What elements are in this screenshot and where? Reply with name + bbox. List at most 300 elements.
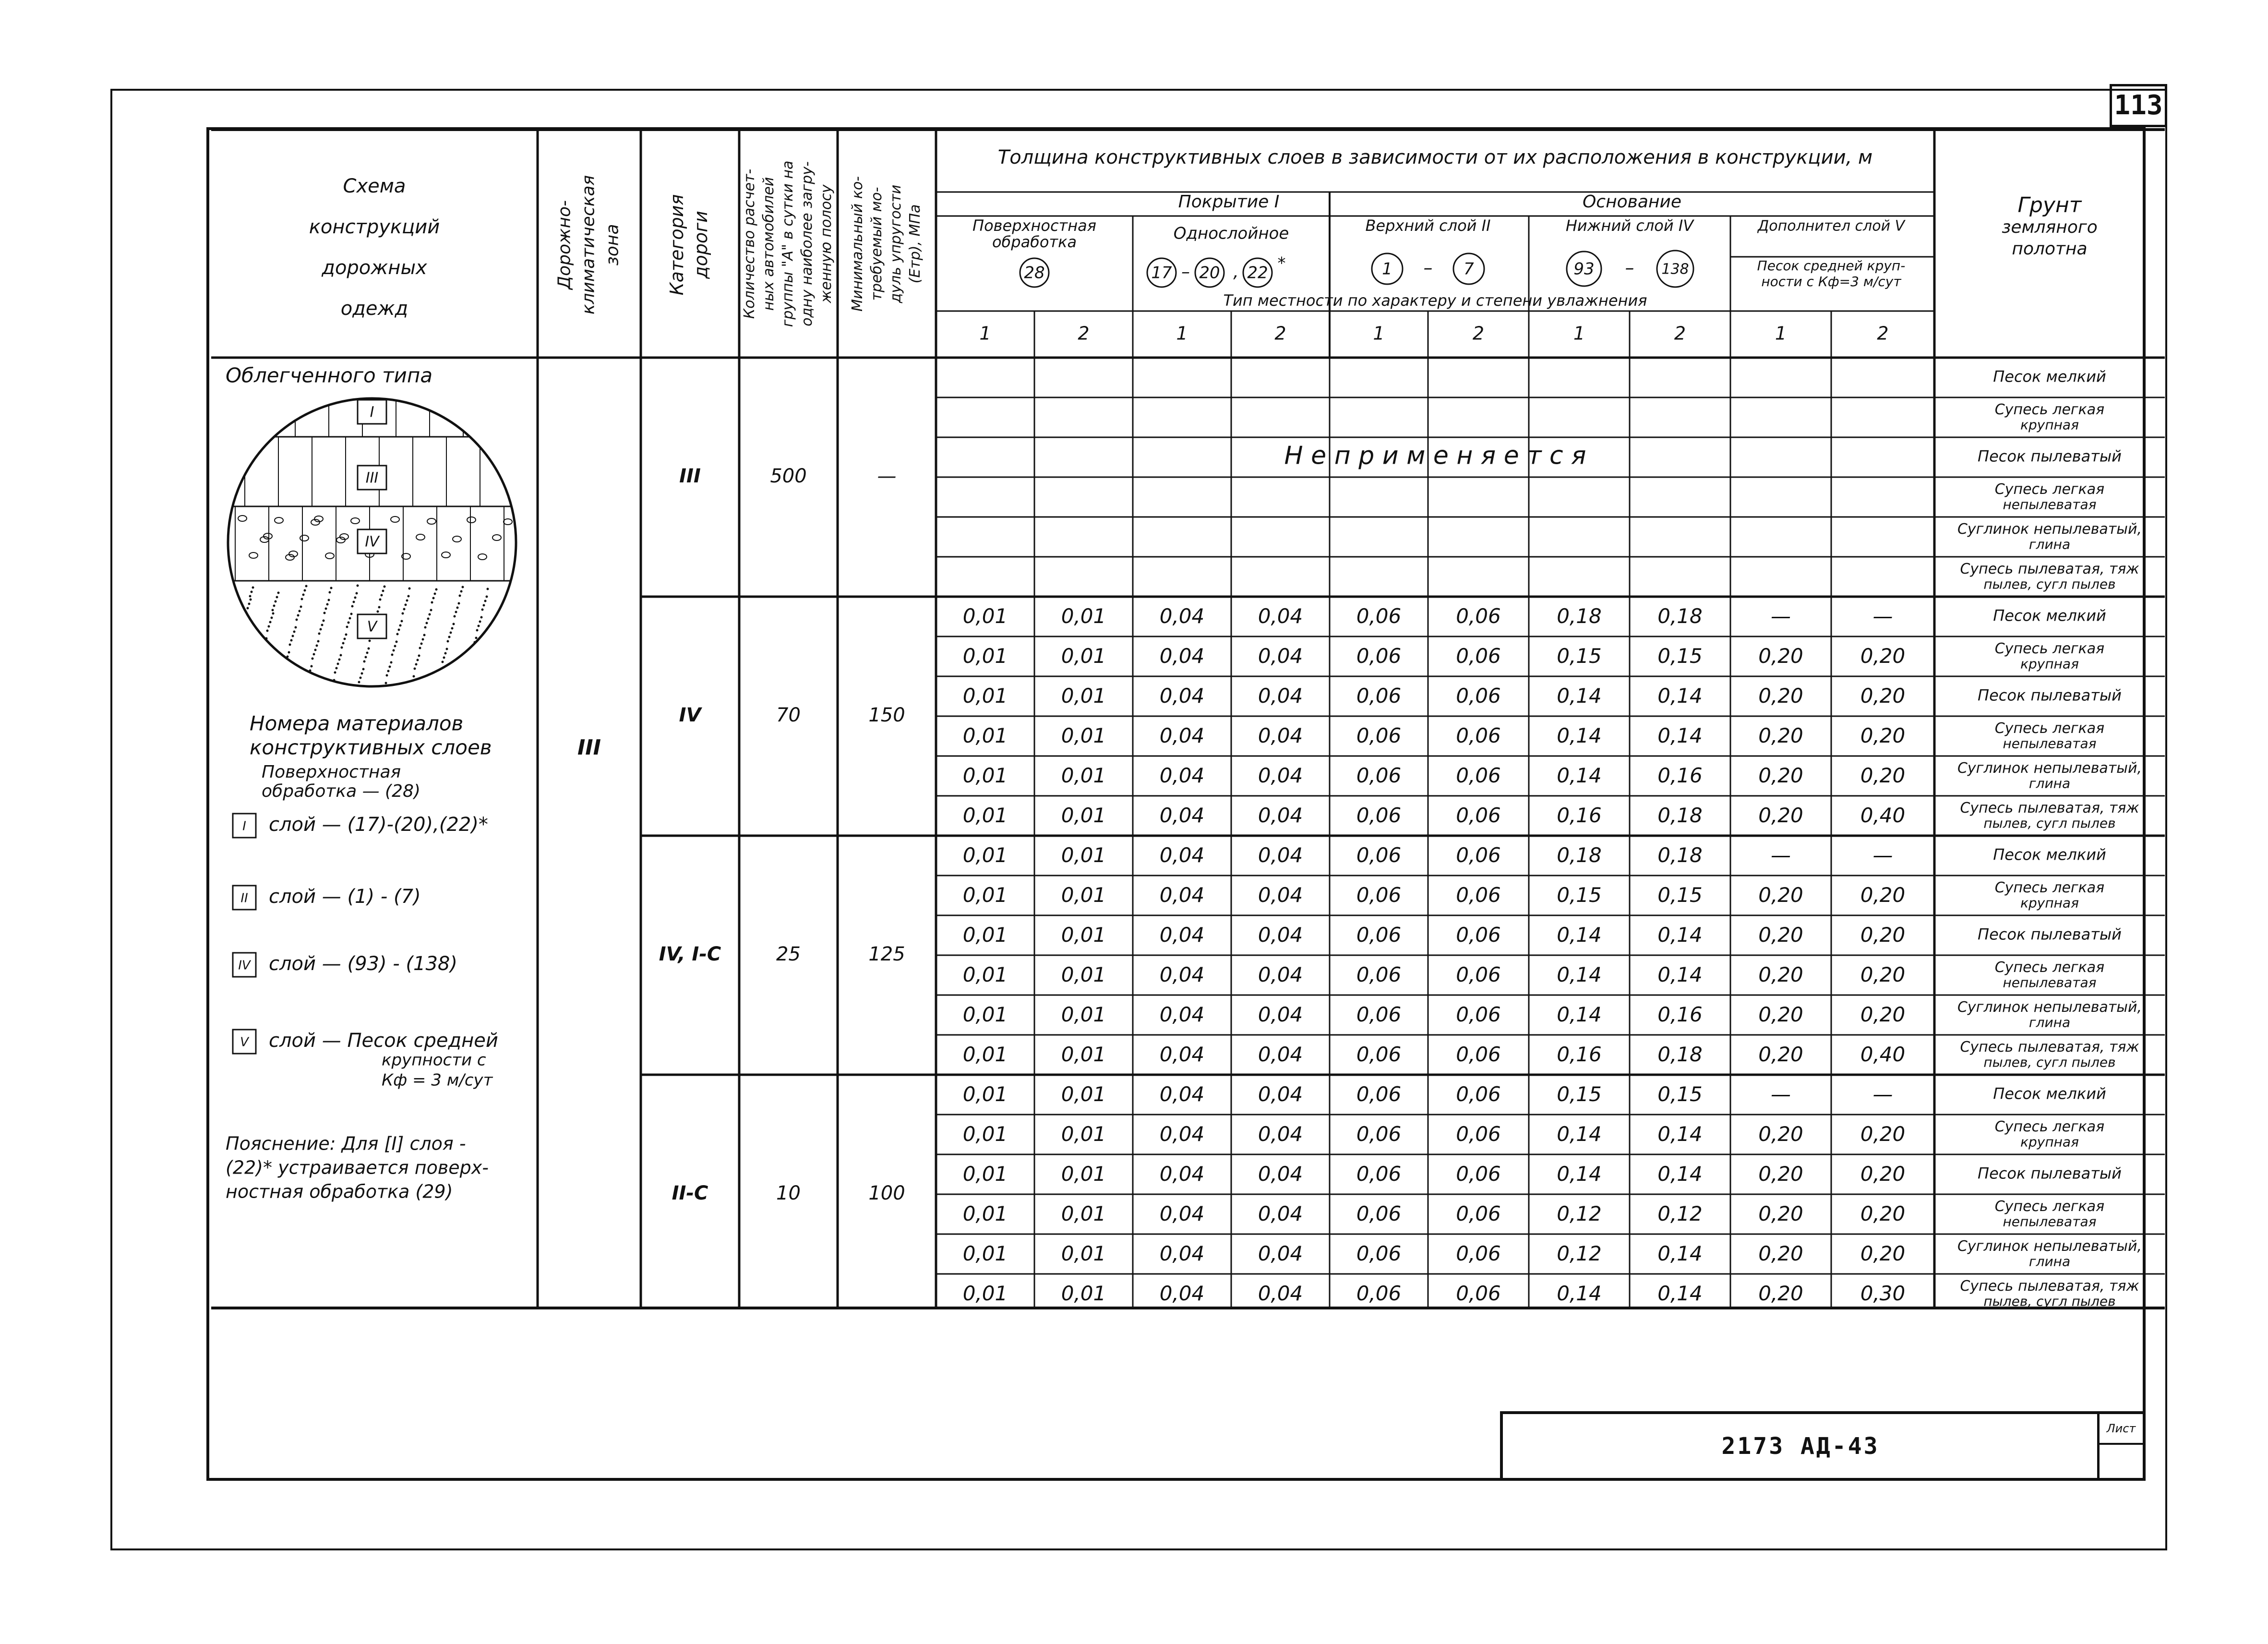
- legend-v-extra: крупности с: [382, 1050, 486, 1070]
- modulus-header-text: Минимальный ко-: [849, 176, 866, 312]
- thickness-value: 0,04: [1159, 604, 1205, 628]
- thickness-value: 0,20: [1860, 644, 1906, 668]
- thickness-value: 0,04: [1159, 644, 1205, 668]
- sand-dot: [256, 671, 258, 673]
- sand-dot: [295, 626, 297, 629]
- thickness-value: 0,15: [1557, 883, 1602, 907]
- thickness-value: 0,06: [1356, 1162, 1402, 1186]
- thickness-value: 0,04: [1159, 1282, 1205, 1305]
- sand-dot: [511, 598, 513, 600]
- thickness-value: 0,14: [1557, 1162, 1602, 1186]
- thickness-value: 0,20: [1860, 883, 1906, 907]
- thickness-value: 0,01: [1061, 1202, 1106, 1225]
- thickness-value: 0,04: [1159, 1162, 1205, 1186]
- thickness-value: 0,20: [1758, 684, 1803, 708]
- sand-dot: [330, 587, 333, 589]
- legend-row-text: слой — (1) - (7): [269, 886, 421, 908]
- soil-type: глина: [2028, 1014, 2071, 1031]
- soil-type: Супесь пылеватая, тяж: [1960, 800, 2139, 816]
- thickness-value: 0,06: [1456, 764, 1501, 787]
- sand-dot: [456, 607, 459, 609]
- sand-dot: [300, 606, 302, 608]
- sand-dot: [417, 659, 419, 661]
- material-22: 22: [1247, 263, 1268, 283]
- sand-dot: [468, 662, 471, 664]
- surface-treatment-header: Поверхностная: [972, 216, 1096, 235]
- sand-dot: [498, 651, 500, 653]
- sand-dot: [342, 642, 345, 645]
- sand-dot: [361, 672, 363, 675]
- soil-type: Супесь пылеватая, тяж: [1960, 561, 2139, 577]
- sand-dot: [268, 625, 270, 628]
- thickness-value: 0,40: [1860, 1043, 1906, 1066]
- road-category: IV: [679, 704, 701, 726]
- soil-type: непылеватая: [2003, 735, 2097, 752]
- sand-dot: [418, 655, 420, 657]
- sand-dot: [493, 664, 496, 666]
- soil-header-text: земляного: [2002, 217, 2098, 237]
- sand-dot: [241, 628, 244, 630]
- sand-dot: [293, 631, 296, 633]
- sand-dot: [301, 598, 303, 600]
- sand-dot: [323, 620, 325, 622]
- sand-dot: [349, 617, 351, 620]
- sand-dot: [227, 585, 229, 587]
- gravel-mark: [442, 552, 450, 558]
- thickness-value: 0,20: [1860, 1122, 1906, 1146]
- terrain-header: Тип местности по характеру и степени увлажнения: [1223, 291, 1647, 310]
- thickness-value: —: [1771, 843, 1791, 867]
- thickness-value: 0,16: [1657, 1003, 1703, 1026]
- thickness-value: 0,20: [1860, 963, 1906, 986]
- soil-type: Супесь легкая: [1994, 1198, 2105, 1215]
- soil-type: Песок мелкий: [1993, 845, 2106, 864]
- sand-dot: [423, 634, 426, 636]
- thickness-value: 0,20: [1758, 1043, 1803, 1066]
- terrain-subcolumn: 1: [1373, 323, 1385, 344]
- traffic-value: 500: [770, 465, 807, 487]
- material-1: 1: [1382, 259, 1392, 279]
- sand-dot: [410, 684, 412, 686]
- note-text: ностная обработка (29): [226, 1181, 453, 1202]
- sand-dot: [336, 667, 338, 670]
- thickness-value: 0,14: [1557, 684, 1602, 708]
- sand-dot: [491, 676, 493, 678]
- sand-dot: [369, 640, 371, 642]
- note-text: Пояснение: Для [I] слоя -: [226, 1133, 466, 1154]
- sand-dot: [394, 645, 396, 648]
- layer-label: III: [365, 469, 379, 487]
- sand-dot: [434, 593, 436, 595]
- sand-dot: [277, 592, 280, 594]
- sand-dot: [447, 640, 449, 643]
- thickness-value: 0,06: [1456, 1043, 1501, 1066]
- thickness-value: 0,14: [1657, 724, 1703, 747]
- thickness-value: 0,40: [1860, 804, 1906, 827]
- sand-dot: [305, 585, 308, 588]
- thickness-value: 0,04: [1258, 1122, 1303, 1146]
- thickness-value: —: [1872, 1082, 1893, 1106]
- sand-dot: [426, 622, 428, 624]
- thickness-value: 0,06: [1456, 883, 1501, 907]
- sand-dot: [460, 590, 463, 593]
- terrain-subcolumn: 2: [1674, 323, 1686, 344]
- sand-dot: [299, 610, 301, 612]
- thickness-value: 0,06: [1356, 923, 1402, 947]
- thickness-value: 0,04: [1258, 604, 1303, 628]
- thickness-header: Толщина конструктивных слоев в зависимости от их расположения в конструкции, м: [997, 146, 1873, 168]
- sand-dot: [496, 655, 499, 658]
- thickness-value: 0,04: [1159, 923, 1205, 947]
- sand-dot: [430, 609, 432, 612]
- thickness-value: 0,16: [1657, 764, 1703, 787]
- sand-dot: [332, 684, 334, 686]
- sand-dot: [251, 591, 253, 593]
- thickness-value: 0,20: [1860, 923, 1906, 947]
- additional-layer-note: Песок средней круп-: [1757, 258, 1906, 274]
- soil-type: Супесь легкая: [1994, 959, 2105, 976]
- sand-dot: [504, 623, 506, 625]
- sand-dot: [306, 678, 309, 681]
- thickness-value: 0,06: [1356, 1043, 1402, 1066]
- sand-dot: [480, 616, 483, 619]
- range-dash: –: [1181, 262, 1190, 282]
- sand-dot: [308, 674, 310, 676]
- sand-dot: [466, 671, 468, 673]
- sand-dot: [443, 657, 445, 659]
- sand-dot: [312, 658, 314, 660]
- soil-header-text: Грунт: [2017, 193, 2082, 217]
- single-layer-header: Однослойное: [1173, 224, 1289, 243]
- thickness-value: 0,20: [1758, 764, 1803, 787]
- sand-dot: [304, 589, 306, 592]
- sand-dot: [346, 626, 348, 628]
- sand-dot: [249, 595, 252, 598]
- sand-dot: [487, 588, 489, 590]
- sand-dot: [259, 662, 261, 665]
- road-category: II-С: [672, 1182, 708, 1204]
- soil-type: Супесь пылеватая, тяж: [1960, 1039, 2139, 1056]
- sand-dot: [356, 592, 358, 595]
- traffic-header-text: ных автомобилей: [760, 177, 777, 311]
- soil-type: непылеватая: [2003, 496, 2097, 513]
- thickness-value: 0,06: [1356, 1282, 1402, 1305]
- thickness-value: 0,14: [1657, 1282, 1703, 1305]
- thickness-value: 0,06: [1456, 1082, 1501, 1106]
- terrain-subcolumn: 2: [1472, 323, 1485, 344]
- thickness-value: 0,14: [1557, 963, 1602, 986]
- sheet-label-cell: [2097, 1414, 2143, 1478]
- sand-dot: [471, 650, 473, 652]
- sand-dot: [348, 622, 350, 624]
- sand-dot: [337, 663, 339, 665]
- sand-dot: [320, 628, 322, 631]
- thickness-value: 0,01: [962, 1162, 1008, 1186]
- traffic-header-text: группы "А" в сутки на: [780, 160, 796, 327]
- modulus-header-text: требуемый мо-: [868, 187, 885, 301]
- zone-header-text: зона: [602, 224, 623, 266]
- sand-dot: [233, 657, 236, 660]
- thickness-value: 0,04: [1258, 804, 1303, 827]
- sand-dot: [252, 587, 254, 589]
- sand-dot: [442, 661, 444, 663]
- sand-dot: [413, 675, 415, 678]
- table-body: [577, 368, 2142, 1309]
- thickness-value: 0,06: [1356, 684, 1402, 708]
- thickness-value: 0,01: [962, 1202, 1008, 1225]
- thickness-value: 0,06: [1456, 963, 1501, 986]
- sand-dot: [508, 610, 511, 612]
- sand-dot: [368, 648, 370, 650]
- sand-dot: [490, 680, 492, 683]
- terrain-subcolumn: 2: [1078, 323, 1090, 344]
- thickness-value: 0,01: [962, 764, 1008, 787]
- thickness-value: 0,12: [1657, 1202, 1703, 1225]
- soil-type: глина: [2028, 775, 2071, 792]
- thickness-value: 0,01: [1061, 883, 1106, 907]
- sand-dot: [253, 683, 256, 685]
- thickness-value: —: [1872, 604, 1893, 628]
- thickness-value: 0,01: [962, 644, 1008, 668]
- scheme-panel: [226, 364, 517, 1202]
- soil-type: Песок пылеватый: [1978, 686, 2122, 705]
- table-header: [309, 146, 2098, 344]
- thickness-value: 0,04: [1159, 963, 1205, 986]
- soil-type: Суглинок непылеватый,: [1957, 521, 2142, 538]
- sand-dot: [235, 653, 237, 655]
- soil-header-text: полотна: [2012, 239, 2088, 259]
- soil-type: Супесь легкая: [1994, 879, 2105, 896]
- sand-dot: [396, 633, 399, 636]
- sand-dot: [292, 635, 294, 637]
- sand-dot: [448, 636, 451, 638]
- sand-dot: [391, 654, 394, 656]
- thickness-value: 0,01: [1061, 1122, 1106, 1146]
- thickness-value: 0,01: [962, 1082, 1008, 1106]
- sand-dot: [248, 603, 251, 605]
- terrain-subcolumn: 1: [1573, 323, 1585, 344]
- gravel-mark: [492, 535, 501, 540]
- thickness-value: 0,06: [1456, 804, 1501, 827]
- traffic-header-text: одну наиболее загру-: [799, 161, 816, 326]
- base-header: Основание: [1582, 192, 1682, 212]
- sand-dot: [509, 602, 512, 604]
- sand-dot: [481, 609, 484, 611]
- thickness-value: 0,18: [1657, 1043, 1703, 1066]
- thickness-value: 0,01: [1061, 923, 1106, 947]
- sand-dot: [463, 683, 466, 685]
- thickness-value: 0,06: [1356, 963, 1402, 986]
- zone-header-text: климатическая: [578, 175, 599, 315]
- sand-dot: [366, 652, 369, 654]
- soil-type: Песок пылеватый: [1978, 447, 2122, 466]
- thickness-value: 0,01: [962, 963, 1008, 986]
- zone-header-text: Дорожно-: [554, 200, 575, 290]
- thickness-value: 0,04: [1258, 923, 1303, 947]
- sand-dot: [382, 590, 384, 592]
- gravel-mark: [391, 516, 399, 522]
- sand-dot: [453, 623, 455, 625]
- soil-type: Песок мелкий: [1993, 1084, 2106, 1103]
- sand-dot: [464, 675, 467, 677]
- sand-dot: [381, 594, 383, 597]
- gravel-mark: [300, 535, 309, 541]
- thickness-value: 0,20: [1758, 1242, 1803, 1265]
- sand-dot: [354, 597, 357, 599]
- thickness-value: 0,06: [1456, 1202, 1501, 1225]
- thickness-value: 0,20: [1860, 1003, 1906, 1026]
- sand-dot: [414, 668, 416, 670]
- thickness-value: 0,20: [1860, 1162, 1906, 1186]
- soil-type: пылев, сугл пылев: [1983, 576, 2116, 592]
- thickness-value: 0,01: [962, 604, 1008, 628]
- thickness-value: 0,01: [1061, 804, 1106, 827]
- sand-dot: [229, 673, 232, 676]
- sand-dot: [515, 682, 517, 684]
- sand-dot: [475, 637, 478, 639]
- sand-dot: [401, 620, 403, 623]
- thickness-value: 0,14: [1657, 923, 1703, 947]
- thickness-value: 0,01: [1061, 843, 1106, 867]
- thickness-value: 0,06: [1456, 1162, 1501, 1186]
- thickness-value: 0,04: [1258, 644, 1303, 668]
- sand-dot: [275, 600, 277, 603]
- thickness-value: 0,04: [1258, 843, 1303, 867]
- material-138: 138: [1661, 261, 1689, 278]
- drawing-code: 2173 АД-43: [1721, 1432, 1880, 1460]
- soil-type: глина: [2028, 1253, 2071, 1270]
- thickness-value: 0,01: [962, 1003, 1008, 1026]
- sand-dot: [408, 588, 411, 590]
- thickness-value: 0,12: [1557, 1202, 1602, 1225]
- sand-dot: [239, 636, 241, 639]
- legend-surface: обработка — (28): [262, 781, 420, 801]
- sand-dot: [455, 611, 457, 613]
- sand-dot: [261, 650, 264, 653]
- thickness-value: 0,06: [1356, 843, 1402, 867]
- sand-dot: [231, 669, 233, 672]
- modulus-header-text: дуль упругости: [888, 184, 904, 303]
- thickness-value: 0,20: [1758, 1122, 1803, 1146]
- sand-dot: [476, 629, 479, 632]
- material-17: 17: [1151, 263, 1172, 283]
- soil-type: Песок пылеватый: [1978, 1164, 2122, 1183]
- sand-dot: [350, 613, 353, 615]
- soil-type: крупная: [2020, 417, 2079, 433]
- thickness-value: —: [1872, 843, 1893, 867]
- thickness-value: —: [1771, 604, 1791, 628]
- sand-dot: [438, 677, 440, 680]
- thickness-value: 0,18: [1657, 604, 1703, 628]
- thickness-value: 0,04: [1258, 1282, 1303, 1305]
- sand-dot: [483, 604, 485, 607]
- soil-type: Супесь легкая: [1994, 640, 2105, 657]
- sand-dot: [389, 666, 391, 668]
- soil-type: Песок мелкий: [1993, 367, 2106, 386]
- sand-dot: [284, 664, 286, 667]
- sand-dot: [446, 648, 448, 650]
- terrain-subcolumn: 1: [1775, 323, 1787, 344]
- thickness-value: 0,01: [962, 804, 1008, 827]
- sand-dot: [402, 612, 404, 615]
- legend-title: конструктивных слоев: [250, 735, 492, 759]
- soil-type: Суглинок непылеватый,: [1957, 999, 2142, 1016]
- sand-dot: [341, 647, 343, 649]
- sand-dot: [297, 614, 300, 617]
- modulus-value: 100: [868, 1182, 905, 1204]
- thickness-value: 0,06: [1356, 644, 1402, 668]
- sand-dot: [379, 599, 382, 601]
- sand-dot: [488, 684, 491, 687]
- thickness-value: 0,01: [1061, 1043, 1106, 1066]
- legend-layer-tag: I: [242, 819, 246, 834]
- thickness-value: 0,04: [1258, 724, 1303, 747]
- layer-label: I: [370, 404, 374, 421]
- sand-dot: [345, 634, 348, 636]
- thickness-value: 0,14: [1557, 1122, 1602, 1146]
- sand-dot: [363, 660, 366, 663]
- thickness-value: 0,15: [1657, 883, 1703, 907]
- soil-type: пылев, сугл пылев: [1983, 1293, 2116, 1309]
- modulus-value: 150: [868, 704, 905, 726]
- thickness-value: 0,01: [962, 1242, 1008, 1265]
- sand-dot: [311, 665, 313, 668]
- sand-dot: [280, 681, 282, 683]
- layer-label: V: [367, 618, 377, 636]
- comma: ,: [1233, 262, 1239, 282]
- thickness-value: 0,15: [1557, 644, 1602, 668]
- thickness-value: 0,01: [1061, 644, 1106, 668]
- thickness-value: 0,06: [1356, 1242, 1402, 1265]
- thickness-value: 0,04: [1258, 1202, 1303, 1225]
- gravel-mark: [325, 553, 334, 559]
- gravel-mark: [416, 534, 425, 540]
- thickness-value: 0,18: [1557, 843, 1602, 867]
- gravel-mark: [453, 536, 461, 542]
- thickness-value: 0,01: [1061, 963, 1106, 986]
- sand-dot: [338, 659, 341, 661]
- sand-dot: [492, 668, 494, 671]
- sand-dot: [318, 633, 321, 635]
- sand-dot: [396, 641, 398, 643]
- sand-dot: [283, 672, 285, 674]
- thickness-value: 0,06: [1356, 764, 1402, 787]
- sand-dot: [325, 608, 327, 610]
- sand-dot: [406, 600, 408, 602]
- thickness-value: 0,15: [1657, 1082, 1703, 1106]
- material-28: 28: [1024, 263, 1045, 283]
- sand-dot: [238, 644, 240, 647]
- sand-dot: [264, 642, 266, 644]
- thickness-value: 0,14: [1557, 923, 1602, 947]
- sand-dot: [427, 618, 430, 620]
- thickness-value: 0,04: [1159, 1082, 1205, 1106]
- thickness-value: 0,15: [1657, 644, 1703, 668]
- sand-dot: [362, 668, 365, 671]
- sand-dot: [247, 607, 249, 610]
- sand-dot: [290, 639, 293, 642]
- thickness-value: 0,20: [1758, 1282, 1803, 1305]
- sheet-number: 113: [2110, 84, 2167, 127]
- soil-type: непылеватая: [2003, 974, 2097, 991]
- sand-dot: [500, 639, 503, 641]
- thickness-value: 0,06: [1456, 684, 1501, 708]
- thickness-value: 0,01: [1061, 724, 1106, 747]
- thickness-value: 0,04: [1159, 1202, 1205, 1225]
- material-93: 93: [1573, 259, 1595, 279]
- sand-dot: [503, 630, 505, 633]
- thickness-value: 0,20: [1860, 1202, 1906, 1225]
